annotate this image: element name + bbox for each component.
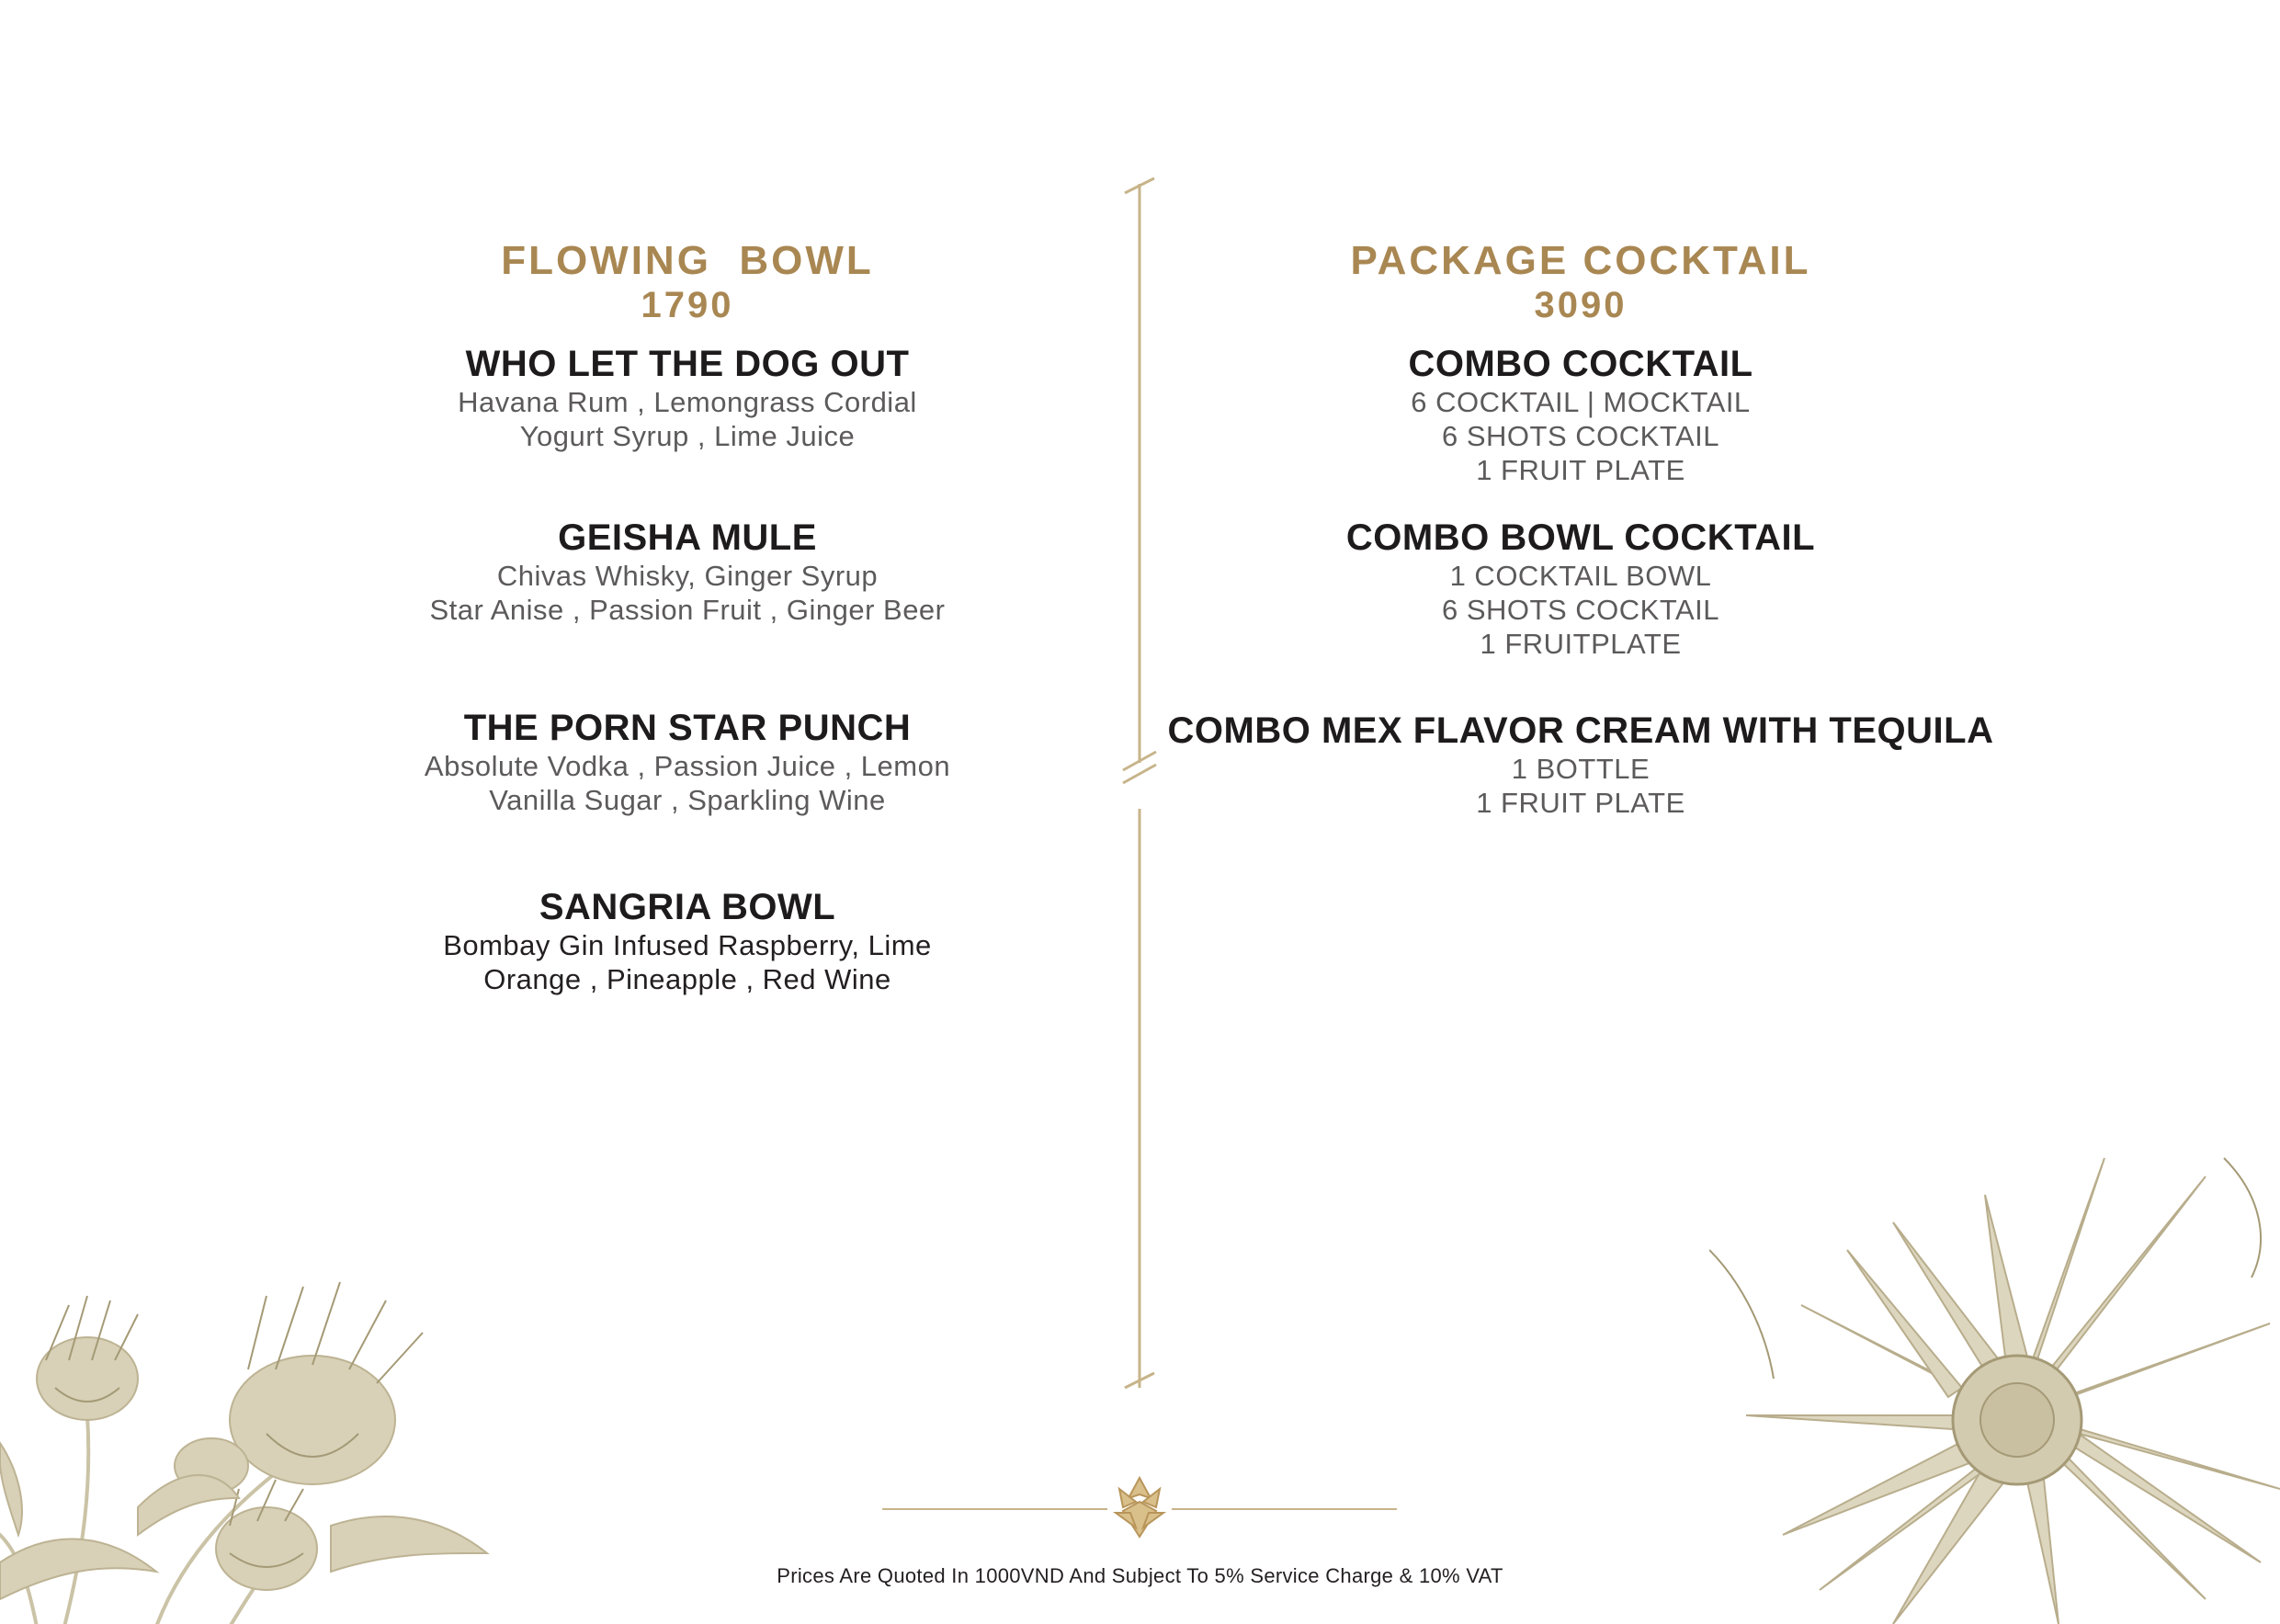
column-divider <box>1112 175 1167 1406</box>
section-price: 3090 <box>1534 285 1628 325</box>
section-title: FLOWING BOWL <box>501 238 874 283</box>
footer-rule <box>882 1471 1397 1544</box>
item-description: 1 COCKTAIL BOWL <box>1449 560 1712 592</box>
item-description: Vanilla Sugar , Sparkling Wine <box>489 784 886 816</box>
item-description: 1 FRUIT PLATE <box>1476 787 1685 819</box>
menu-item <box>386 886 989 996</box>
menu-item <box>386 517 989 627</box>
lotus-emblem-icon <box>1116 1478 1163 1537</box>
item-description: Star Anise , Passion Fruit , Ginger Beer <box>429 594 946 626</box>
package-cocktail-section <box>1149 237 2013 819</box>
section-title: PACKAGE COCKTAIL <box>1350 238 1811 283</box>
item-name: GEISHA MULE <box>558 517 817 558</box>
item-name: WHO LET THE DOG OUT <box>465 344 910 384</box>
item-description: 6 SHOTS COCKTAIL <box>1442 594 1719 626</box>
item-description: 1 FRUIT PLATE <box>1476 454 1685 486</box>
item-description: Orange , Pineapple , Red Wine <box>483 963 891 995</box>
chrysanthemum-illustration <box>1709 1140 2280 1624</box>
flowing-bowl-section <box>386 237 989 995</box>
menu-item <box>386 707 989 817</box>
item-name: COMBO MEX FLAVOR CREAM WITH TEQUILA <box>1167 710 1994 751</box>
item-name: SANGRIA BOWL <box>539 887 836 927</box>
item-description: 6 COCKTAIL | MOCKTAIL <box>1411 386 1751 418</box>
menu-item <box>386 343 989 453</box>
item-description: Chivas Whisky, Ginger Syrup <box>496 560 879 592</box>
item-description: Yogurt Syrup , Lime Juice <box>519 420 856 452</box>
item-description: Havana Rum , Lemongrass Cordial <box>458 386 917 418</box>
item-description: Bombay Gin Infused Raspberry, Lime <box>443 929 932 961</box>
menu-item <box>1149 343 2013 487</box>
menu-item <box>1149 517 2013 661</box>
footer-price-note: Prices Are Quoted In 1000VND And Subject To 5% Service Charge & 10% VAT <box>777 1564 1503 1587</box>
item-name: COMBO COCKTAIL <box>1408 344 1753 384</box>
item-name: THE PORN STAR PUNCH <box>463 708 912 748</box>
item-name: COMBO BOWL COCKTAIL <box>1345 517 1816 558</box>
item-description: 6 SHOTS COCKTAIL <box>1442 420 1719 452</box>
item-description: 1 FRUITPLATE <box>1480 628 1682 660</box>
menu-item <box>1149 710 2013 820</box>
section-price: 1790 <box>641 285 734 325</box>
item-description: Absolute Vodka , Passion Juice , Lemon <box>424 750 951 782</box>
item-description: 1 BOTTLE <box>1511 753 1650 785</box>
